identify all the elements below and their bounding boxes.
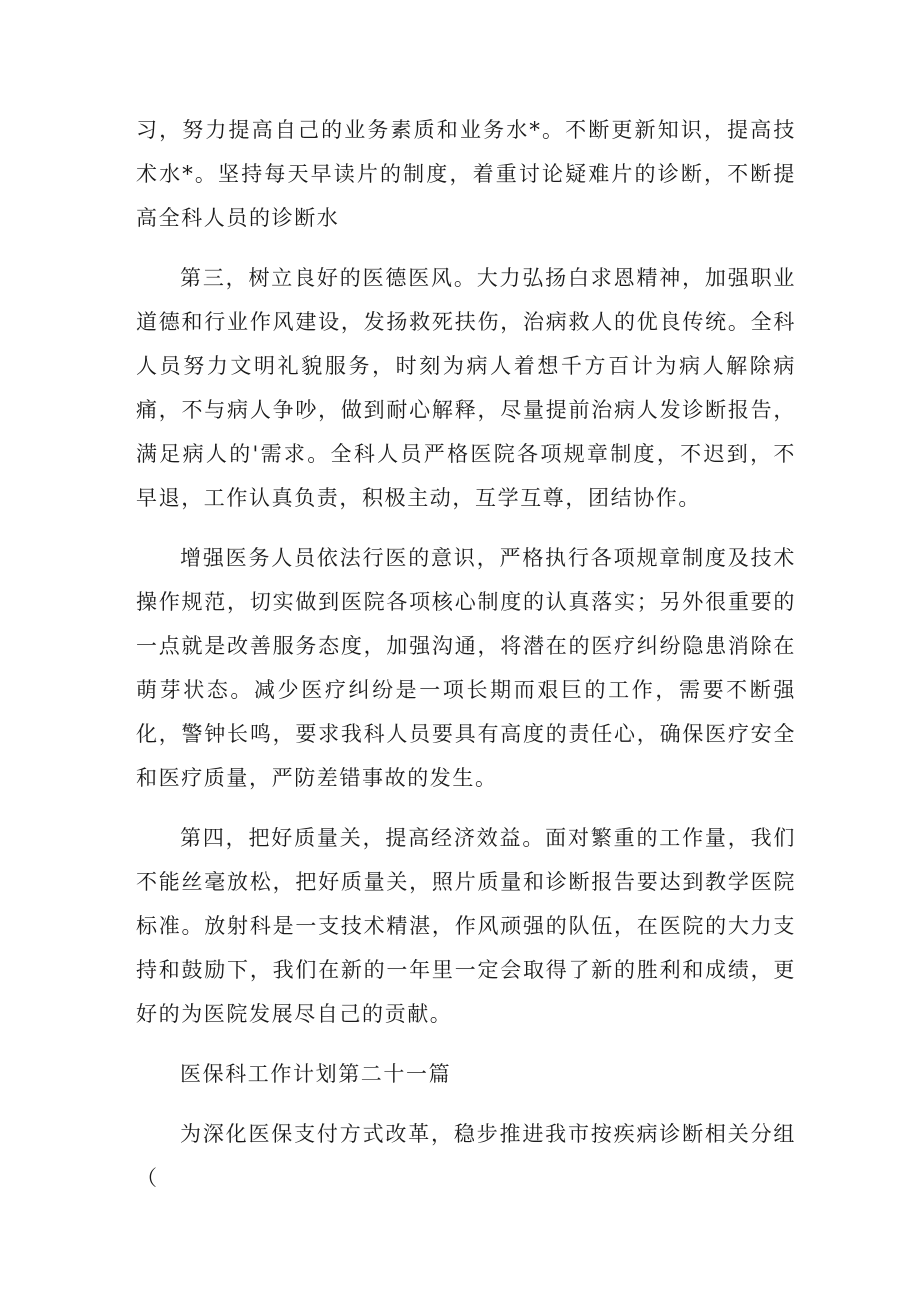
document-body — [136, 108, 796, 1200]
section-heading: 医保科工作计划第二十一篇 — [180, 1062, 452, 1086]
paragraph-continued: 习，努力提高自己的业务素质和业务水*。不断更新知识，提高技术水*。坚持每天早读片的制度，着重讨论疑难片的诊断，不断提高全科人员的诊断水 — [136, 118, 796, 230]
paragraph-legal-practice: 增强医务人员依法行医的意识，严格执行各项规章制度及技术操作规范，切实做到医院各项核心制度的认真落实；另外很重要的一点就是改善服务态度，加强沟通，将潜在的医疗纠纷隐患消除在萌芽状态。减少医疗纠纷是一项长期而艰巨的工作，需要不断强化，警钟长鸣，要求我科人员要具有高度的责任心，确保医疗安全和医疗质量，严防差错事故的发生。 — [136, 546, 796, 790]
paragraph-insurance-reform: 为深化医保支付方式改革，稳步推进我市按疾病诊断相关分组（ — [136, 1122, 796, 1190]
paragraph-fourth-point: 第四，把好质量关，提高经济效益。面对繁重的工作量，我们不能丝毫放松，把好质量关，照片质量和诊断报告要达到教学医院标准。放射科是一支技术精湛，作风顽强的队伍，在医院的大力支持和鼓励下，我们在新的一年里一定会取得了新的胜利和成绩，更好的为医院发展尽自己的贡献。 — [136, 826, 796, 1026]
paragraph-third-point: 第三，树立良好的医德医风。大力弘扬白求恩精神，加强职业道德和行业作风建设，发扬救死扶伤，治病救人的优良传统。全科人员努力文明礼貌服务，时刻为病人着想千方百计为病人解除病痛，不与病人争吵，做到耐心解释，尽量提前治病人发诊断报告，满足病人的'需求。全科人员严格医院各项规章制度，不迟到，不早退，工作认真负责，积极主动，互学互尊，团结协作。 — [136, 266, 796, 510]
